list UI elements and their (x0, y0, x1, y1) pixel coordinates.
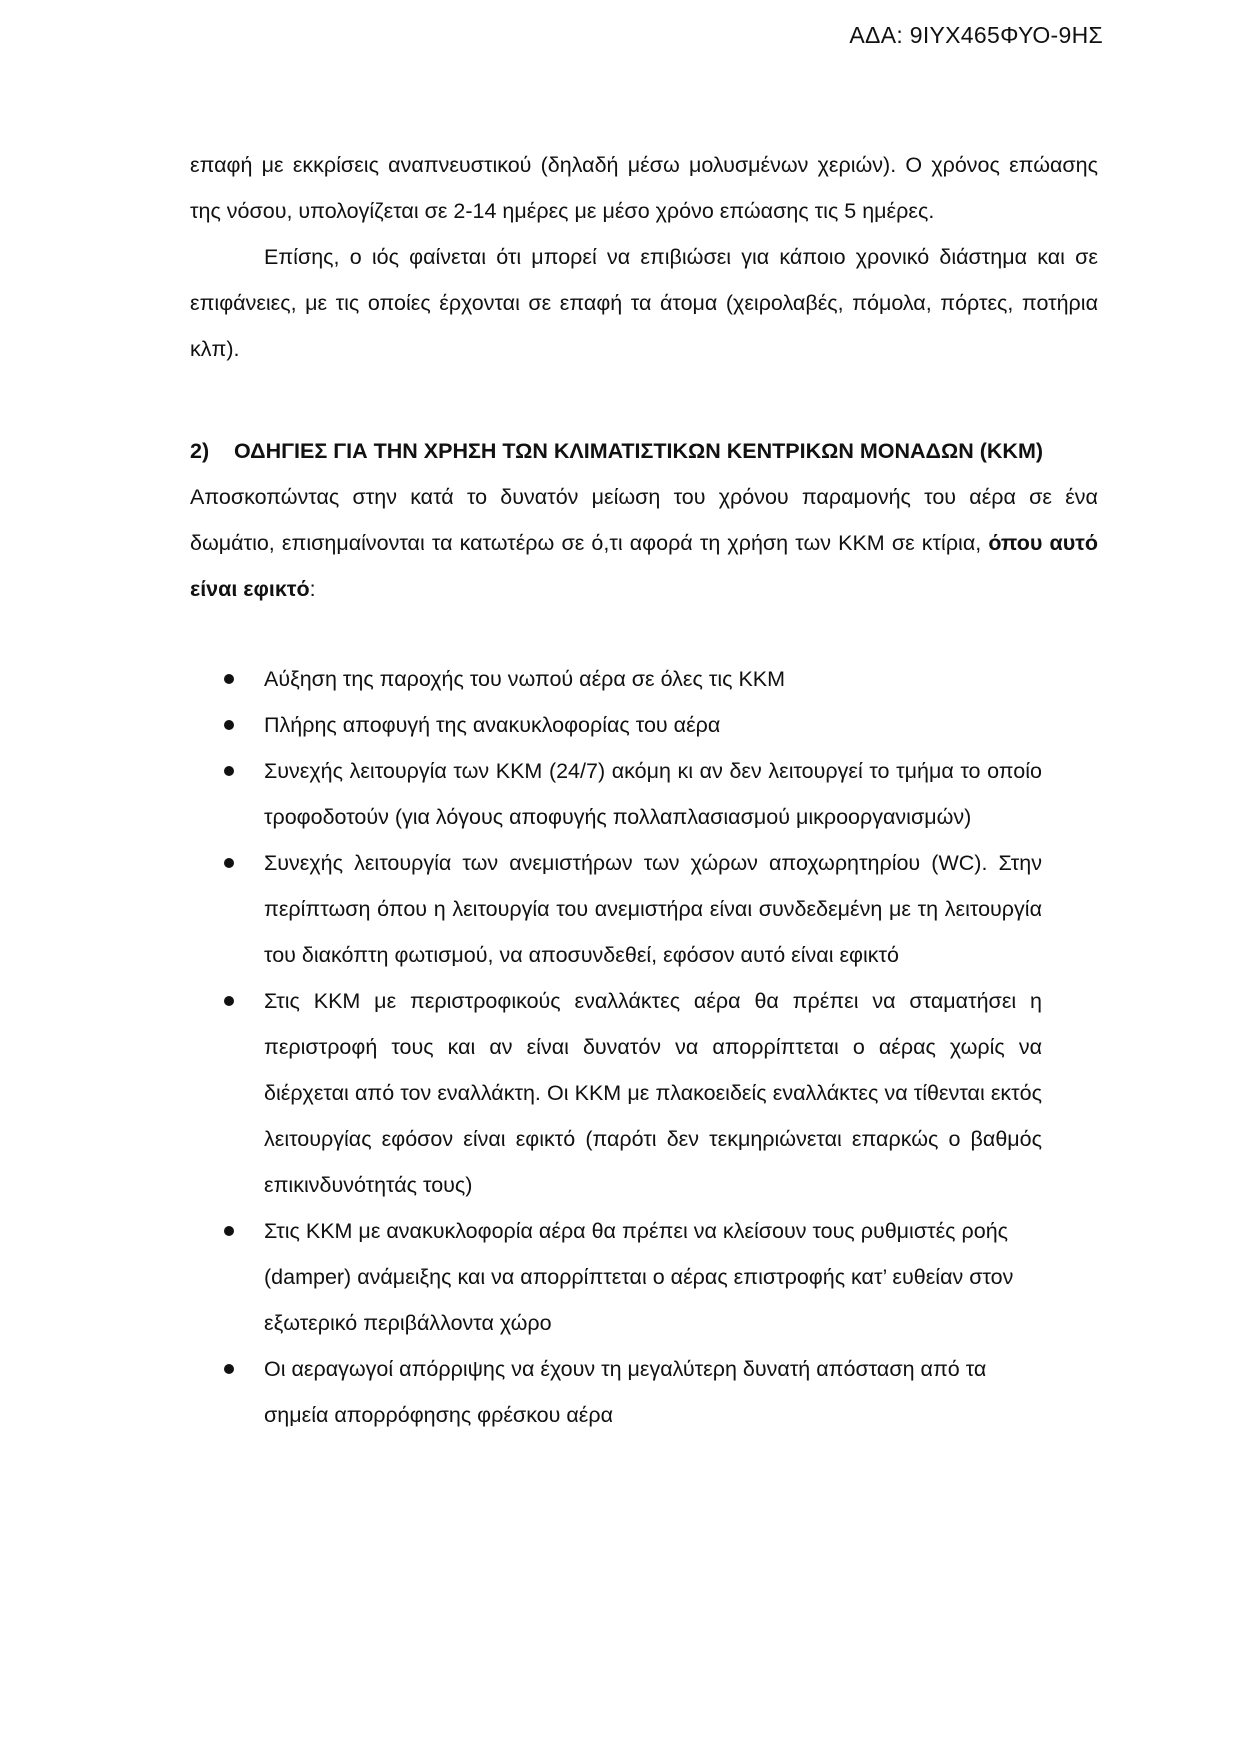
lead-emphasis: όπου αυτό είναι εφικτό (190, 531, 1098, 601)
section-heading (190, 428, 1098, 474)
section-lead-paragraph (190, 474, 1098, 612)
list-item-text: Συνεχής λειτουργία των ΚΚΜ (24/7) ακόμη κι αν δεν λειτουργεί το τμήμα το οποίο τροφοδοτούν (για λόγους αποφυγής πολλαπλασιασμού μικροοργανισμών) (264, 759, 1042, 829)
spacer (190, 372, 1098, 428)
list-item-text: Οι αεραγωγοί απόρριψης να έχουν τη μεγαλύτερη δυνατή απόσταση από τα σημεία απορρόφησης φρέσκου αέρα (264, 1357, 987, 1427)
recommendations-list (190, 656, 1042, 1438)
bullet-icon (224, 996, 234, 1006)
intro-paragraph: επαφή με εκκρίσεις αναπνευστικού (δηλαδή μέσω μολυσμένων χεριών). Ο χρόνος επώασης της νόσου, υπολογίζεται σε 2-14 ημέρες με μέσο χρόνο επώασης τις 5 ημέρες. (190, 153, 1098, 223)
list-item-text: Στις ΚΚΜ με περιστροφικούς εναλλάκτες αέρα θα πρέπει να σταματήσει η περιστροφή τους και αν είναι δυνατόν να απορρίπτεται ο αέρας χωρίς να διέρχεται από τον εναλλάκτη. Οι ΚΚΜ με πλακοειδείς εναλλάκτες να τίθενται εκτός λειτουργίας εφόσον είναι εφικτό (παρότι δεν τεκμηριώνεται επαρκώς ο βαθμός επικινδυνότητάς τους) (264, 989, 1042, 1197)
list-item-text: Πλήρης αποφυγή της ανακυκλοφορίας του αέρα (264, 713, 721, 737)
lead-end: : (309, 577, 316, 601)
bullet-icon (224, 720, 234, 730)
list-item-text: Στις ΚΚΜ με ανακυκλοφορία αέρα θα πρέπει να κλείσουν τους ρυθμιστές ροής (damper) ανάμειξης και να απορρίπτεται ο αέρας επιστροφής κατ’ ευθείαν στον εξωτερικό περιβάλλοντα χώρο (264, 1219, 1014, 1335)
document-ada-code: ΑΔΑ: 9ΙΥΧ465ΦΥΟ-9ΗΣ (849, 22, 1103, 48)
bullet-icon (224, 674, 234, 684)
list-item (190, 978, 1042, 1208)
spacer (190, 612, 1098, 656)
list-item-text: Συνεχής λειτουργία των ανεμιστήρων των χώρων αποχωρητηρίου (WC). Στην περίπτωση όπου η λειτουργία του ανεμιστήρα είναι συνδεδεμένη με τη λειτουργία του διακόπτη φωτισμού, να αποσυνδεθεί, εφόσον αυτό είναι εφικτό (264, 851, 1042, 967)
list-item (190, 1208, 1042, 1346)
list-item (190, 840, 1042, 978)
section-title: ΟΔΗΓΙΕΣ ΓΙΑ ΤΗΝ ΧΡΗΣΗ ΤΩΝ ΚΛΙΜΑΤΙΣΤΙΚΩΝ ΚΕΝΤΡΙΚΩΝ ΜΟΝΑΔΩΝ (ΚΚΜ) (234, 439, 1044, 463)
document-body (190, 142, 1098, 1438)
bullet-icon (224, 858, 234, 868)
lead-text: Αποσκοπώντας στην κατά το δυνατόν μείωση του χρόνου παραμονής του αέρα σε ένα δωμάτιο, επισημαίνονται τα κατωτέρω σε ό,τι αφορά τη χρήση των ΚΚΜ σε κτίρια, (190, 485, 1098, 555)
bullet-icon (224, 1364, 234, 1374)
intro-paragraph: Επίσης, ο ιός φαίνεται ότι μπορεί να επιβιώσει για κάποιο χρονικό διάστημα και σε επιφάνειες, με τις οποίες έρχονται σε επαφή τα άτομα (χειρολαβές, πόμολα, πόρτες, ποτήρια κλπ). (190, 245, 1098, 361)
bullet-icon (224, 766, 234, 776)
section-number: 2) (190, 439, 210, 463)
list-item-text: Αύξηση της παροχής του νωπού αέρα σε όλες τις ΚΚΜ (264, 667, 786, 691)
list-item (190, 1346, 1042, 1438)
list-item (190, 702, 1042, 748)
list-item (190, 656, 1042, 702)
list-item (190, 748, 1042, 840)
bullet-icon (224, 1226, 234, 1236)
